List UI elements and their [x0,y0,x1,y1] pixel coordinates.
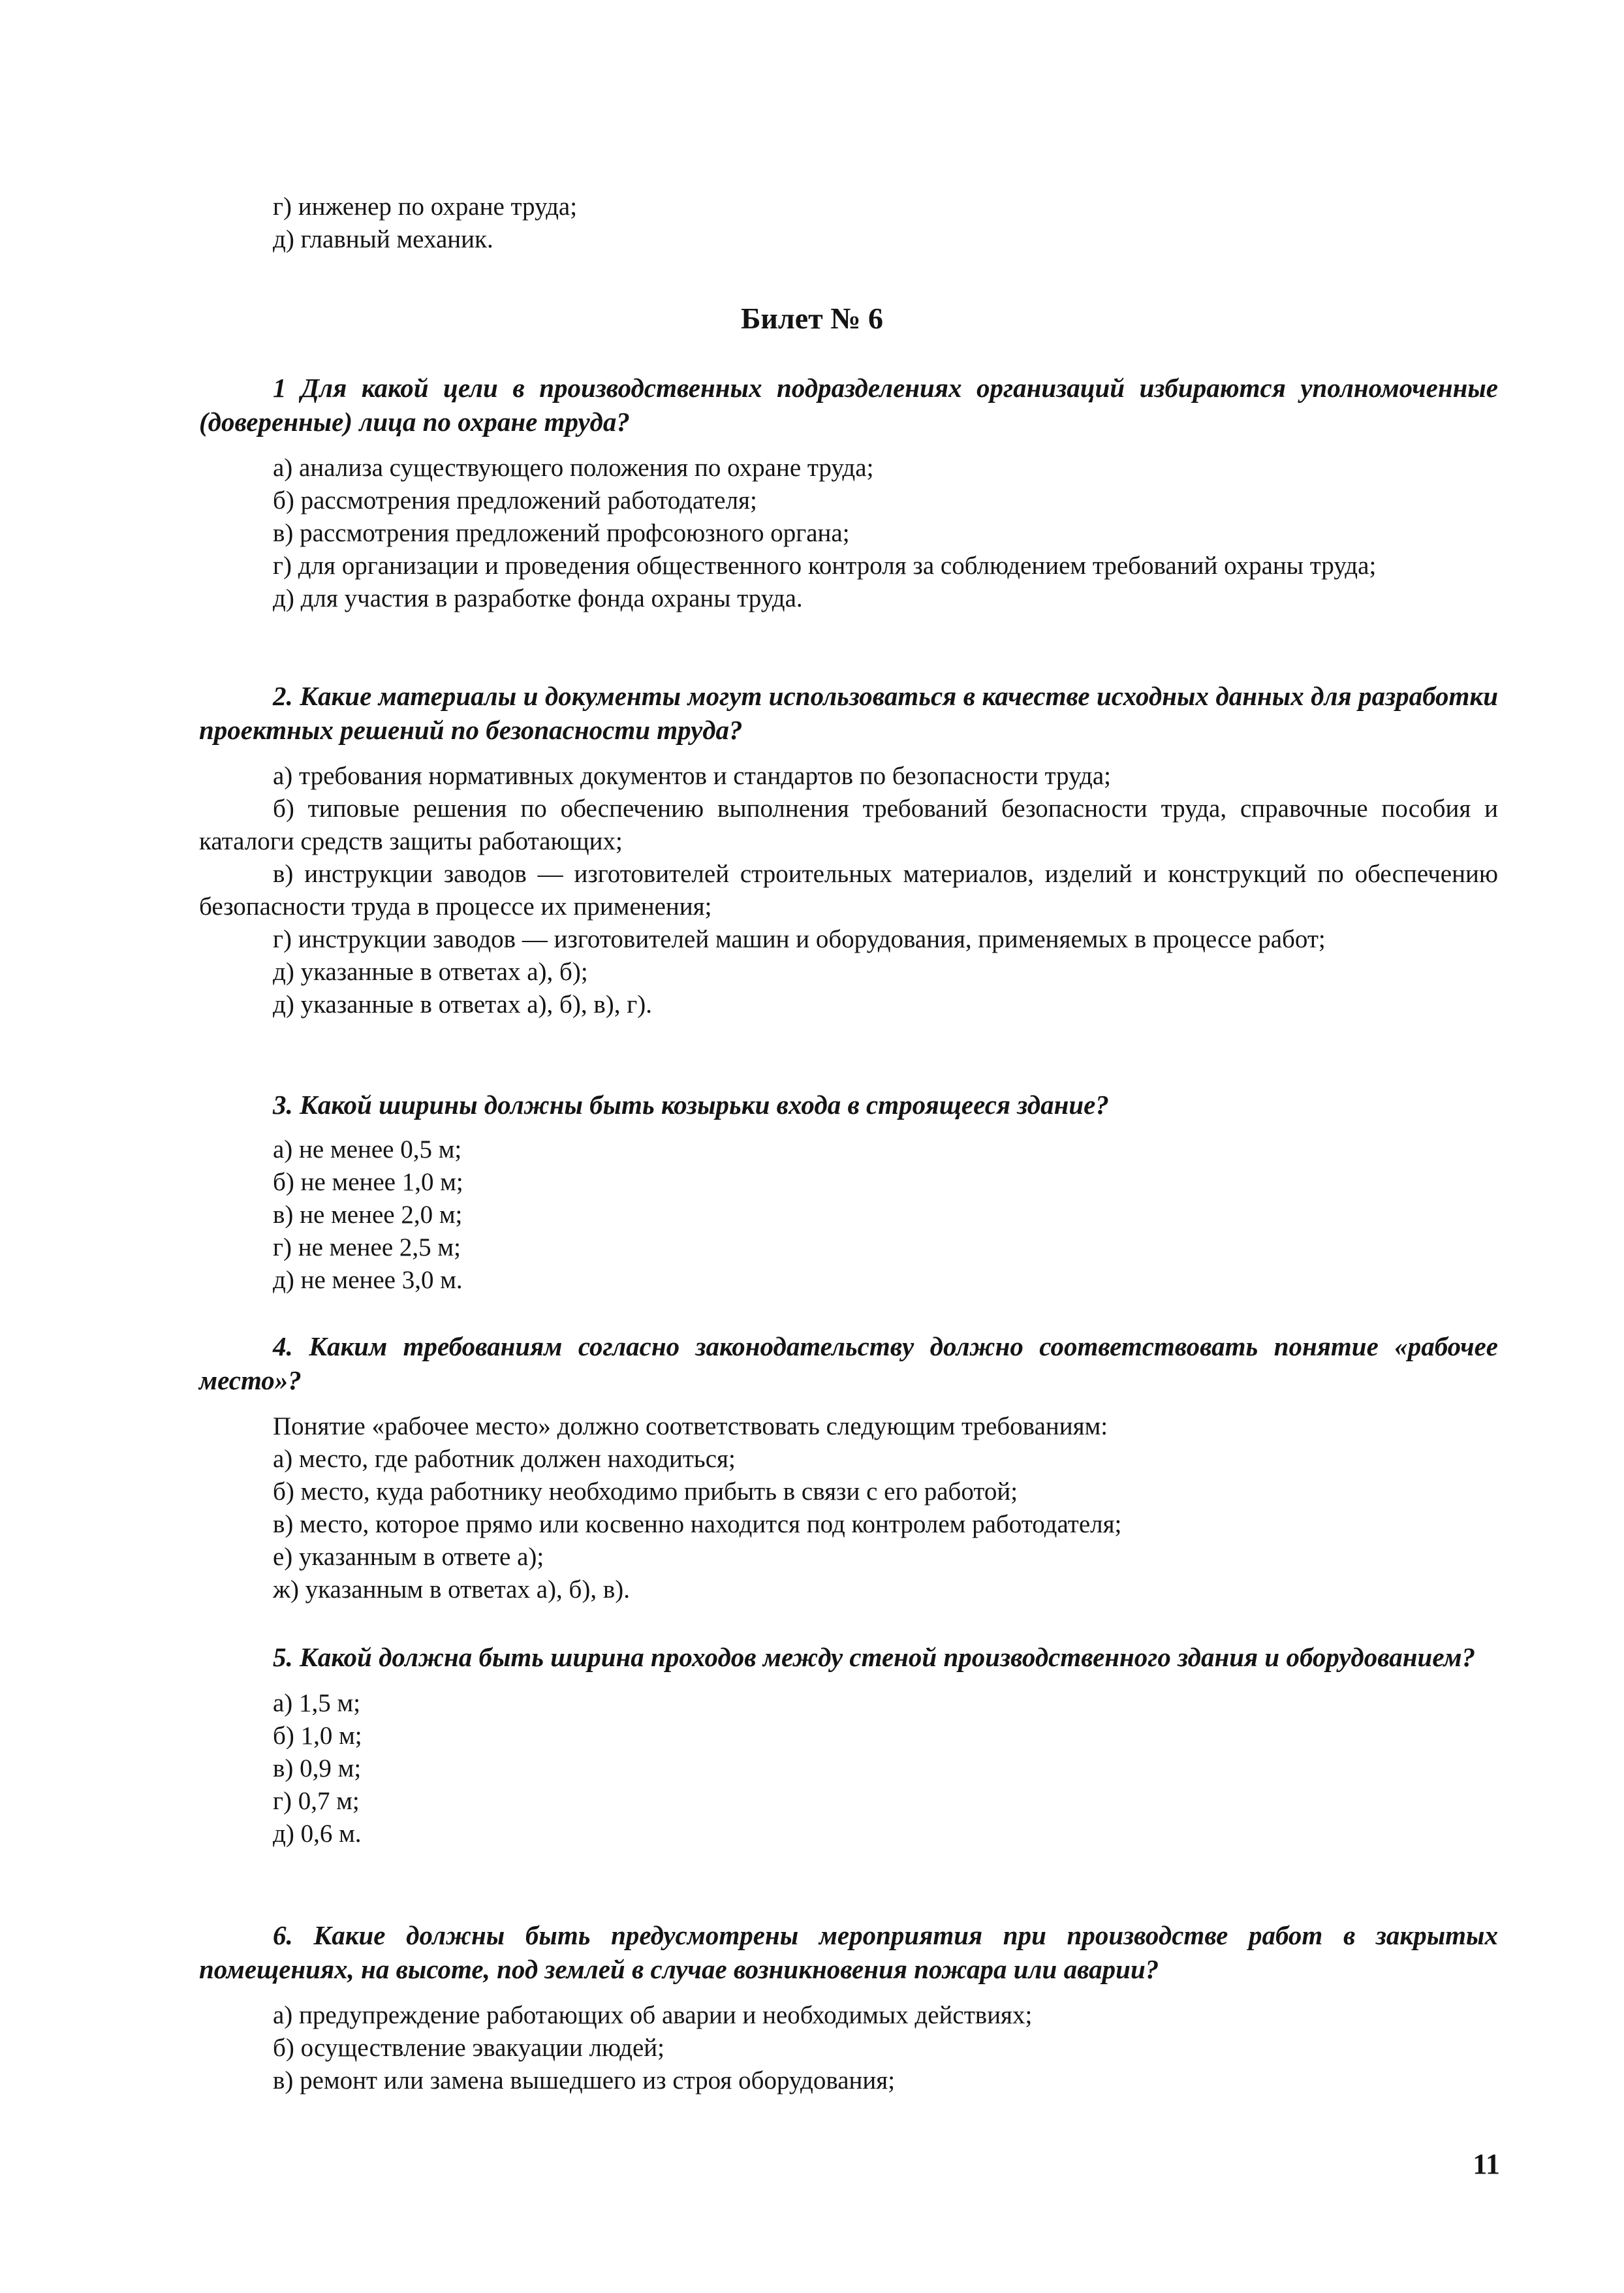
ticket-title: Билет № 6 [741,302,883,335]
answer-item: б) не менее 1,0 м; [273,1168,463,1196]
answer-item: б) место, куда работнику необходимо прибыть в связи с его работой; [273,1478,1018,1506]
answer-item: г) 0,7 м; [273,1787,360,1815]
answer-item: д) для участия в разработке фонда охраны труда. [273,584,803,612]
answer-item: а) 1,5 м; [273,1689,361,1717]
intro-list [199,191,1498,256]
question-block-2 [199,679,1505,1021]
question-text: 6. Какие должны быть предусмотрены мероприятия при производстве работ в закрытых помещениях, на высоте, под землей в случае возникновения пожара или аварии? [199,1920,1498,1984]
answer-item: г) для организации и проведения общественного контроля за соблюдением требований охраны труда; [273,552,1377,580]
answer-item: в) ремонт или замена вышедшего из строя оборудования; [273,2066,896,2095]
question-text: 4. Каким требованиям согласно законодательству должно соответствовать понятие «рабочее место»? [199,1331,1498,1395]
answer-item: в) инструкции заводов — изготовителей строительных материалов, изделий и конструкций по обеспечению безопасности труда в процессе их применения; [199,860,1505,921]
answer-item: г) инструкции заводов — изготовителей машин и оборудования, применяемых в процессе работ; [273,925,1326,953]
answer-item: в) рассмотрения предложений профсоюзного органа; [273,519,850,547]
page-number: 11 [1473,2148,1500,2180]
question-block-1 [199,371,1498,615]
question-block-5 [199,1640,1498,1850]
answer-item: д) указанные в ответах а), б); [273,958,588,986]
question-text: 5. Какой должна быть ширина проходов между стеной производственного здания и оборудованием? [273,1642,1476,1672]
answer-item: б) типовые решения по обеспечению выполнения требований безопасности труда, справочные пособия и каталоги средств защиты работающих; [199,795,1505,855]
answer-item: в) место, которое прямо или косвенно находится под контролем работодателя; [273,1510,1122,1538]
answer-item: б) рассмотрения предложений работодателя; [273,486,757,514]
question-block-6 [199,1918,1498,2097]
list-item: д) главный механик. [273,225,493,253]
answer-item: ж) указанным в ответах а), б), в). [273,1575,630,1604]
list-item: г) инженер по охране труда; [273,193,578,221]
answer-item: а) требования нормативных документов и стандартов по безопасности труда; [273,762,1112,790]
question-block-3 [199,1088,1498,1297]
answer-item: а) не менее 0,5 м; [273,1135,462,1163]
answer-item: а) предупреждение работающих об аварии и необходимых действиях; [273,2001,1033,2029]
answer-item: в) не менее 2,0 м; [273,1201,463,1229]
question-text: 3. Какой ширины должны быть козырьки входа в строящееся здание? [273,1090,1109,1120]
answer-item: Понятие «рабочее место» должно соответствовать следующим требованиям: [273,1412,1108,1440]
answer-item: г) не менее 2,5 м; [273,1233,461,1261]
answer-item: б) 1,0 м; [273,1722,362,1750]
answer-item: д) указанные в ответах а), б), в), г). [273,990,653,1019]
answer-item: б) осуществление эвакуации людей; [273,2034,664,2062]
answer-item: д) 0,6 м. [273,1820,362,1848]
answer-item: е) указанным в ответе а); [273,1543,544,1571]
question-block-4 [199,1329,1498,1606]
question-text: 2. Какие материалы и документы могут использоваться в качестве исходных данных для разработки проектных решений по безопасности труда? [199,681,1498,745]
answer-item: в) 0,9 м; [273,1754,362,1782]
answer-item: а) анализа существующего положения по охране труда; [273,454,874,482]
answer-item: а) место, где работник должен находиться; [273,1445,736,1473]
question-text: 1 Для какой цели в производственных подразделениях организаций избираются уполномоченные (доверенные) лица по охране труда? [199,373,1498,437]
answer-item: д) не менее 3,0 м. [273,1266,463,1294]
